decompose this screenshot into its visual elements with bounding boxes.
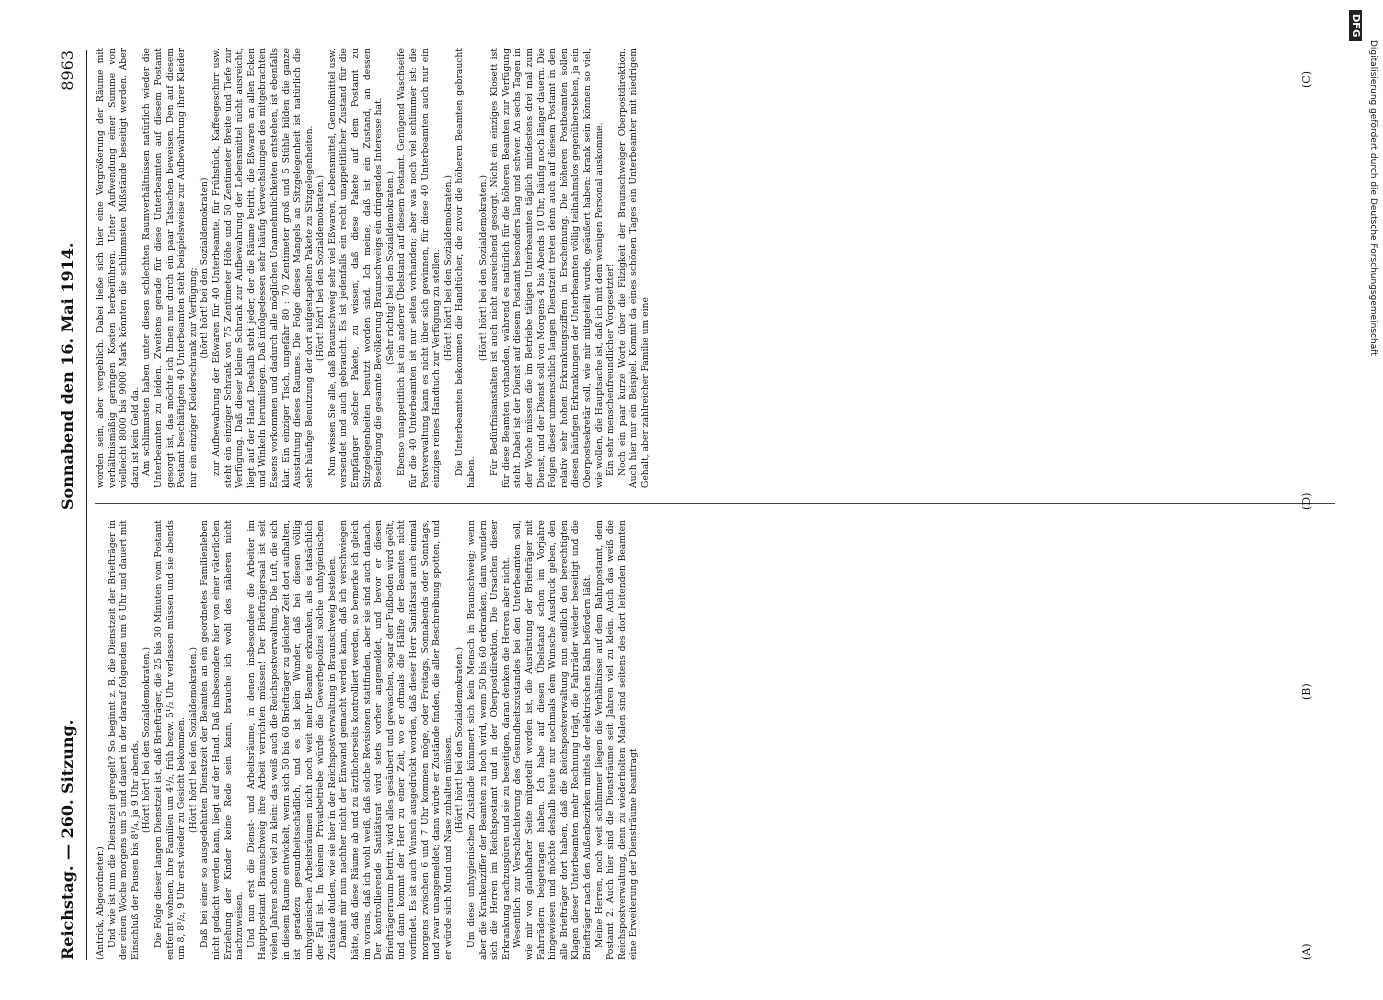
header-session: Reichstag. — 260. Sitzung.	[58, 719, 77, 960]
right-column-paragraph: Ein sehr menschenfreundlicher Vorgesetzter!	[605, 263, 617, 476]
margin-marker-b: (B)	[1300, 683, 1313, 700]
column-divider	[95, 503, 1335, 504]
left-column-paragraph: Wesentlich zur Verschlechterung des Gesundheitszustandes bei den Unterbeamten soll, wie mir von glaubhafter Seite mitgeteilt worden ist, die Ausrüstung der Briefträger mit Fahrrädern beigetragen haben. Ich habe auf diesen Übelstand schon im Vorjahre hingewiesen und möchte deshalb heute nur nochmals dem Wunsche Ausdruck geben, den alle Briefträger dort haben, daß die Reichspostverwaltung nun endlich den berechtigten Klagen dieser Unterbeamten mehr Rechnung trägt, die Fahrräder wieder beseitigt und die Briefträger nach den Außenbezirken mittels der elektrischen Bahn befördern läßt.	[512, 520, 593, 960]
header-date: Sonnabend den 16. Mai 1914.	[58, 242, 77, 510]
right-column	[95, 48, 652, 488]
left-column-paragraph: Um diese unhygienischen Zustände kümmert sich kein Mensch in Braunschweig; wenn aber die Krankenziffer der Beamten zu hoch wird, wenn 50 bis 60 erkranken, dann wundern sich die Herren im Reichspostamt und in der Oberpostdirektion. Die Ursachen dieser Erkrankung nachzuspüren und sie zu beseitigen, daran denken die Herren aber nicht.	[466, 520, 512, 960]
left-column	[95, 520, 640, 960]
left-column-paragraph: Daß bei einer so ausgedehnten Dienstzeit der Beamten an ein geordnetes Familienleben nicht gedacht werden kann, liegt auf der Hand. Daß insbesondere hier von einer väterlichen Erziehung der Kinder keine Rede sein kann, brauche ich wohl des näheren nicht nachzuweisen.	[199, 520, 246, 960]
left-column-paragraph: (Hört! hört! bei den Sozialdemokraten.)	[187, 647, 199, 833]
left-column-paragraph: Und nun erst die Dienst- und Arbeitsräume, in denen insbesondere die Arbeiter im Hauptpostamt Braunschweig ihre Arbeit verrichten müssen! Der Briefträgersaal ist seit vielen Jahren schon viel zu klein: das weiß auch die Reichspostverwaltung. Die Luft, die sich in diesem Raume entwickelt, wenn sich 50 bis 60 Briefträger zu gleicher Zeit dort aufhalten, ist geradezu gesundheitsschädlich, und es ist kein Wunder, daß bei diesen völlig unhygienischen Arbeitsräumen nicht noch weit mehr Beamte erkranken, als es tatsächlich der Fall ist. In keinem Privatbetriebe würde die Gewerbepolizei solche unhygienischen Zustände dulden, wie sie hier in der Reichspostverwaltung in Braunschweig bestehen.	[245, 520, 338, 960]
left-column-paragraph: (Hört! hört! bei den Sozialdemokraten.)	[454, 647, 466, 833]
left-column-paragraph: (Hört! hört! bei den Sozialdemokraten.)	[141, 647, 153, 833]
margin-marker-c: (C)	[1300, 71, 1313, 88]
right-column-paragraph: Noch ein paar kurze Worte über die Filzigkeit der Braunschweiger Oberpostdirektion. Auch hier nur ein Beispiel. Kommt da eines schönen Tages ein Unterbeamter mit niedrigem Gehalt, aber zahlreicher Familie um eine	[616, 48, 651, 488]
page-number: 8963	[58, 50, 77, 91]
right-column-paragraph: (Hört! hört! bei den Sozialdemokraten.)	[477, 175, 489, 361]
right-column-paragraph: (Sehr richtig! bei den Sozialdemokraten.)	[384, 171, 396, 365]
left-column-paragraph: Die Folge dieser langen Dienstzeit ist, daß Briefträger, die 25 bis 30 Minuten vom Postamt entfernt wohnen, ihre Familien um 4¹/₂, früh bezw. 5¹/₂ Uhr verlassen müssen und sie abends um 8, 8¹/₂, 9 Uhr erst wieder zu Gesicht bekommen.	[152, 520, 188, 960]
dfg-logo: DFG	[1349, 10, 1362, 41]
left-column-paragraph: Und wie ist nun die Dienstzeit geregelt? So beginnt z. B. die Dienstzeit der Briefträger in der einen Woche morgens um 5 und dauert in der darauf folgenden um 6 Uhr und dauert mit Einschluß der Pausen bis 8¹/₄, ja 9 Uhr abends.	[106, 520, 141, 960]
right-column-paragraph: Die Unterbeamten bekommen die Handtücher, die zuvor die höheren Beamten gebraucht haben.	[454, 48, 477, 488]
right-column-paragraph: (hört! hört! bei den Sozialdemokraten)	[199, 177, 211, 359]
right-column-paragraph: Für Bedürfnisanstalten ist auch nicht ausreichend gesorgt. Nicht ein einziges Klosett ist für diese Beamten vorhanden, während es natürlich für die höheren Beamten zur Verfügung steht. Dabei ist der Dienst auf diesem Postamt besonders lang und schwer. An sechs Tagen in der Woche müssen die im Betriebe tätigen Unterbeamten täglich mindestens drei mal zum Dienst, und der Dienst soll von Morgens 4 bis Abends 10 Uhr, häufig noch länger dauern. Die Folgen dieser unmenschlich langen Dienstzeit treten denn auch auf diesem Postamt in den relativ sehr hohen Erkrankungsziffern in Erscheinung. Die höheren Postbeamten sollen diesen häufigen Erkrankungen der Unterbeamten völlig teilnahmslos gegenüberstehen, ja ein Oberpostsekretär soll, wie mir mitgeteilt wurde, geäußert haben: krank sein können so viel, wie wollen, die Hauptsache ist, daß ich mit dem wenigen Personal auskomme.	[489, 48, 605, 488]
margin-marker-a: (A)	[1300, 943, 1313, 960]
left-column-paragraph: (Antrick, Abgeordneter.)	[95, 846, 106, 960]
right-column-paragraph: Nun wissen Sie alle, daß Braunschweig sehr viel Eßwaren, Lebensmittel, Genußmittel usw. versendet und auch gebraucht. Es ist jedenfalls ein recht unappetitlicher Zustand für die Empfänger solcher Pakete, zu wissen, daß diese Pakete auf dem Postamt zu Sitzgelegenheiten benutzt worden sind. Ich meine, daß ist ein Zustand, an dessen Beseitigung die gesamte Bevölkerung Braunschweigs ein dringendes Interesse hat.	[326, 48, 385, 488]
margin-marker-d: (D)	[1300, 492, 1313, 510]
header-rule	[86, 50, 87, 960]
page-header	[58, 50, 88, 960]
right-column-paragraph: Am schlimmsten haben unter diesen schlechten Raumverhältnissen natürlich wieder die Unterbeamten zu leiden. Zweitens gerade für diese Unterbeamten auf diesem Postamt gesorgt ist, das möchte ich Ihnen nur durch ein paar Tatsachen beweisen. Den auf diesem Postamt beschäftigten 40 Unterbeamten steht beispielsweise zur Aufbewahrung ihrer Kleider nur ein einziger Kleiderschrank zur Verfügung;	[141, 48, 199, 488]
right-column-paragraph: zur Aufbewahrung der Eßwaren für 40 Unterbeamte, für Frühstück, Kaffeegeschirr usw. steht ein einziger Schrank von 75 Zentimeter Höhe und 50 Zentimeter Breite und Tiefe zur Verfügung. Daß dieser kleine Schrank zur Aufbewahrung der Lebensmittel nicht ausreicht, liegt auf der Hand. Deshalb steht jeder, der die Räume betritt, die Eßwaren an allen Ecken und Winkeln herumliegen. Daß infolgedessen sehr häufig Verwechslungen des mitgebrachten Essens vorkommen und dadurch alle möglichen Unannehmlichkeiten entstehen, ist ebenfalls klar. Ein einziger Tisch, ungefähr 80 : 70 Zentimeter groß und 5 Stühle bilden die ganze Ausstattung dieses Raumes. Die Folge dieses Mangels an Sitzgelegenheit ist natürlich die sehr häufige Benutzung der dort aufgestapelten Pakete zu Sitzgelegenheiten.	[210, 48, 315, 488]
right-column-paragraph: worden sein, aber vergeblich. Dabei ließe sich hier eine Vergrößerung der Räume mit verhältnismäßig geringen Kosten herbeiführen. Unter Aufwendung einer Summe von vielleicht 8000 bis 9000 Mark könnten die schlimmsten Mißstände beseitigt werden. Aber dazu ist kein Geld da.	[95, 48, 141, 488]
right-column-paragraph: (Hört! hört! bei den Sozialdemokraten.)	[442, 175, 454, 361]
left-column-paragraph: Damit mir nun nachher nicht der Einwand gemacht werden kann, daß ich verschwiegen hätte, daß diese Räume ab und zu ärztlicherseits kontrolliert werden, so bemerke ich gleich im voraus, daß ich wohl weiß, daß solche Revisionen stattfinden, aber sie sind auch danach. Der kontrollierende Sanitätsrat wird stets vorher angemeldet, und bevor er diesen Briefträgerraum betritt, wird alles gesäubert und gewaschen, sogar der Fußboden wird geölt, und dann kommt der Herr zu einer Zeit, wo er oftmals die Hälfte der Beamten nicht vorfindet. Es ist auch Wunsch ausgedrückt worden, daß dieser Herr Sanitätsrat auch einmal morgens zwischen 6 und 7 Uhr kommen möge, oder Freitags, Sonnabends oder Sonntags, und zwar unangemeldet; dann würde er Zustände finden, die aller Beschreibung spotten, und er würde sich Mund und Nase zuhalten müssen.	[338, 520, 454, 960]
left-column-paragraph: Meine Herren, noch weit schlimmer liegen die Verhältnisse auf dem Bahnpostamt, dem Postamt 2. Auch hier sind die Diensträume seit Jahren viel zu klein. Auch das weiß die Reichspostverwaltung, denn zu wiederholten Malen sind seitens des dort leitenden Beamten eine Erweiterung der Diensträume beantragt	[593, 520, 640, 960]
sidebar-credit: Digitalisierung gefördert durch die Deutsche Forschungsgemeinschaft	[1368, 40, 1378, 356]
right-column-paragraph: Ebenso unappetitlich ist ein anderer Übelstand auf diesem Postamt. Genügend Waschseife für die 40 Unterbeamten ist nur selten vorhanden; aber was noch viel schlimmer ist: die Postverwaltung kann es nicht über sich gewinnen, für diese 40 Unterbeamten auch nur ein einziges reines Handtuch zur Verfügung zu stellen.	[396, 48, 443, 488]
right-column-paragraph: (Hört! hört! bei den Sozialdemokraten.)	[315, 175, 327, 361]
